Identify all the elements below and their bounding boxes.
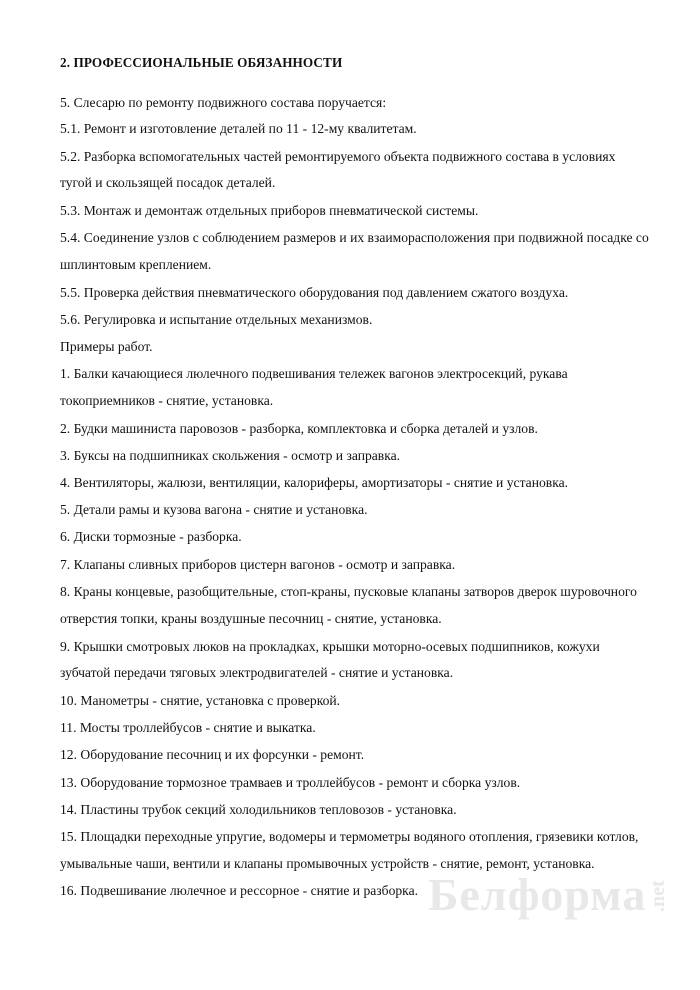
text-line: токоприемников - снятие, установка. xyxy=(60,393,274,408)
text-line: 12. Оборудование песочниц и их форсунки - ремонт. xyxy=(60,747,365,762)
text-line: 5.6. Регулировка и испытание отдельных механизмов. xyxy=(60,312,373,327)
text-line: 13. Оборудование тормозное трамваев и троллейбусов - ремонт и сборка узлов. xyxy=(60,775,521,790)
watermark-logo xyxy=(427,869,678,920)
text-line: 5.4. Соединение узлов с соблюдением размеров и их взаиморасположения при подвижной посадке со xyxy=(60,230,649,245)
text-line: 11. Мосты троллейбусов - снятие и выкатка. xyxy=(60,720,316,735)
text-line: 5.5. Проверка действия пневматического оборудования под давлением сжатого воздуха. xyxy=(60,285,569,300)
text-line: 5.2. Разборка вспомогательных частей ремонтируемого объекта подвижного состава в условиях xyxy=(60,149,616,164)
text-line: 14. Пластины трубок секций холодильников тепловозов - установка. xyxy=(60,802,457,817)
section-heading: 2. ПРОФЕССИОНАЛЬНЫЕ ОБЯЗАННОСТИ xyxy=(60,55,343,70)
text-line: 15. Площадки переходные упругие, водомеры и термометры водяного отопления, грязевики котлов, xyxy=(60,829,639,844)
text-line: 10. Манометры - снятие, установка с проверкой. xyxy=(60,693,341,708)
text-line: 16. Подвешивание люлечное и рессорное - снятие и разборка. xyxy=(60,883,419,898)
text-line: 8. Краны концевые, разобщительные, стоп-краны, пусковые клапаны затворов дверок шуровочного xyxy=(60,584,637,599)
text-line: зубчатой передачи тяговых электродвигателей - снятие и установка. xyxy=(60,665,454,680)
text-line: 5. Слесарю по ремонту подвижного состава поручается: xyxy=(60,95,387,110)
text-line: 5. Детали рамы и кузова вагона - снятие и установка. xyxy=(60,502,368,517)
text-line: шплинтовым креплением. xyxy=(60,257,212,272)
text-line: 2. Будки машиниста паровозов - разборка, комплектовка и сборка деталей и узлов. xyxy=(60,421,538,436)
text-line: 3. Буксы на подшипниках скольжения - осмотр и заправка. xyxy=(60,448,401,463)
text-line: 9. Крышки смотровых люков на прокладках, крышки моторно-осевых подшипников, кожухи xyxy=(60,639,600,654)
text-line: 7. Клапаны сливных приборов цистерн вагонов - осмотр и заправка. xyxy=(60,557,456,572)
text-line: отверстия топки, краны воздушные песочниц - снятие, установка. xyxy=(60,611,442,626)
text-line: 4. Вентиляторы, жалюзи, вентиляции, калориферы, амортизаторы - снятие и установка. xyxy=(60,475,569,490)
text-line: умывальные чаши, вентили и клапаны промывочных устройств - снятие, ремонт, установка. xyxy=(60,856,595,871)
text-line: 5.1. Ремонт и изготовление деталей по 11 - 12-му квалитетам. xyxy=(60,121,417,136)
text-line: 1. Балки качающиеся люлечного подвешивания тележек вагонов электросекций, рукава xyxy=(60,366,568,381)
text-line: Примеры работ. xyxy=(60,339,153,354)
watermark-text: Белформа xyxy=(427,869,647,920)
text-line: 5.3. Монтаж и демонтаж отдельных приборов пневматической системы. xyxy=(60,203,479,218)
text-line: 6. Диски тормозные - разборка. xyxy=(60,529,242,544)
watermark-suffix: .net xyxy=(647,880,670,912)
text-line: тугой и скользящей посадок деталей. xyxy=(60,175,276,190)
